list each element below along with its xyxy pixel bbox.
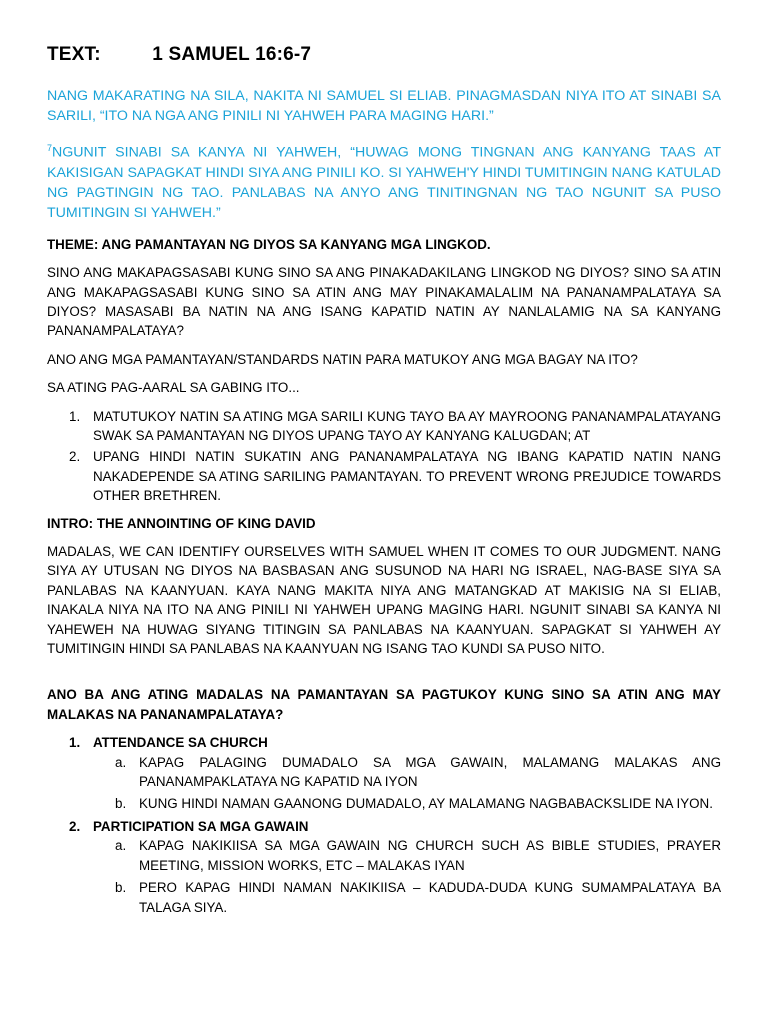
document-title xyxy=(47,44,721,66)
sub-list xyxy=(47,836,721,917)
scripture-reference: 1 SAMUEL 16:6-7 xyxy=(152,44,312,65)
objective-text: MATUTUKOY NATIN SA ATING MGA SARILI KUNG TAYO BA AY MAYROONG PANANAMPALATAYANG SWAK SA PAMANTAYAN NG DIYOS UPANG TAYO AY KANYANG KALUGDAN; AT xyxy=(93,408,721,443)
standard-number: 2. xyxy=(69,818,81,834)
standard-item xyxy=(47,817,721,836)
standards-question: ANO ANG MGA PAMANTAYAN/STANDARDS NATIN PARA MATUKOY ANG MGA BAGAY NA ITO? xyxy=(47,351,638,367)
sub-item xyxy=(93,836,721,875)
sub-text: KUNG HINDI NAMAN GAANONG DUMADALO, AY MALAMANG NAGBABACKSLIDE NA IYON. xyxy=(139,796,713,812)
objective-text: UPANG HINDI NATIN SUKATIN ANG PANANAMPALATAYA NG IBANG KAPATID NATIN NANG NAKADEPENDE SA ATING SARILING PAMANTAYAN. TO PREVENT WRONG PREJUDICE TOWARDS OTHER BRETHREN. xyxy=(93,449,721,504)
sub-item xyxy=(93,753,721,792)
sub-text: PERO KAPAG HINDI NAMAN NAKIKIISA – KADUDA-DUDA KUNG SUMAMPALATAYA BA TALAGA SIYA. xyxy=(139,880,721,915)
intro-body: MADALAS, WE CAN IDENTIFY OURSELVES WITH SAMUEL WHEN IT COMES TO OUR JUDGMENT. NANG SIYA AY UTUSAN NG DIYOS NA BASBASAN ANG SUSUNOD NA HARI NG ISRAEL, NAG-BASE SIYA SA PANLABAS NA KAANYUAN. KAYA NANG MAKITA NIYA ANG MATANGKAD AT MAKISIG NA SI ELIAB, INAKALA NIYA NA ITO NA ANG PINILI NI YAHWEH UPANG MAGING HARI. NGUNIT SINABI SA KANYA NI YAHEWEH NA HUWAG SIYANG TITINGIN SA PANLABAS NA KAANYUAN. SAPAGKAT SI YAHWEH AY TUMITINGIN HINDI SA PANLABAS NA KAANYUAN NG ISANG TAO KUNDI SA PUSO NITO. xyxy=(47,544,721,657)
title-label: TEXT: xyxy=(47,44,101,65)
intro-heading: INTRO: THE ANNOINTING OF KING DAVID xyxy=(47,515,316,531)
objective-number: 1. xyxy=(69,408,81,424)
standards-list xyxy=(47,817,721,836)
scripture-verse-7: NGUNIT SINABI SA KANYA NI YAHWEH, “HUWAG MONG TINGNAN ANG KANYANG TAAS AT KAKISIGAN SAPAGKAT HINDI SIYA ANG PINILI KO. SI YAHWEH'Y HINDI TUMITINGIN NANG KATULAD NG PAGTINGIN NG TAO. PANLABAS NA ANYO ANG TINITINGNAN NG TAO NGUNIT SA PUSO TUMITINGIN SI YAHWEH.” xyxy=(47,144,721,221)
question-paragraph: SINO ANG MAKAPAGSASABI KUNG SINO SA ANG PINAKADAKILANG LINGKOD NG DIYOS? SINO SA ATIN ANG MAKAPAGSASABI KUNG SINO SA ATIN ANG MAY PINAKAMALALIM NA PANANAMPALATAYA SA DIYOS? MASASABI BA NATIN NA ANG ISANG KAPATID NATIN AY NANLALAMIG NA SA KANYANG PANANAMPALATAYA? xyxy=(47,265,721,339)
verse-number: 7 xyxy=(47,143,53,153)
study-lead-in: SA ATING PAG-AARAL SA GABING ITO... xyxy=(47,380,300,396)
section-heading: ANO BA ANG ATING MADALAS NA PAMANTAYAN SA PAGTUKOY KUNG SINO SA ATIN ANG MAY MALAKAS NA PANANAMPALATAYA? xyxy=(47,687,721,722)
objective-item xyxy=(47,447,721,505)
sub-letter: b. xyxy=(115,880,127,896)
standards-list xyxy=(47,733,721,752)
theme-heading: THEME: ANG PAMANTAYAN NG DIYOS SA KANYANG MGA LINGKOD. xyxy=(47,236,491,252)
standard-number: 1. xyxy=(69,735,81,751)
sub-text: KAPAG NAKIKIISA SA MGA GAWAIN NG CHURCH SUCH AS BIBLE STUDIES, PRAYER MEETING, MISSION WORKS, ETC – MALAKAS IYAN xyxy=(139,838,721,873)
standard-title: PARTICIPATION SA MGA GAWAIN xyxy=(93,818,309,834)
sub-item xyxy=(93,878,721,917)
objective-item xyxy=(47,407,721,446)
sub-list xyxy=(47,753,721,814)
sub-text: KAPAG PALAGING DUMADALO SA MGA GAWAIN, MALAMANG MALAKAS ANG PANANAMPAKLATAYA NG KAPATID NA IYON xyxy=(139,754,721,790)
sub-letter: a. xyxy=(115,754,127,770)
sub-letter: a. xyxy=(115,838,127,854)
sub-letter: b. xyxy=(115,796,127,812)
standard-title: ATTENDANCE SA CHURCH xyxy=(93,735,268,751)
scripture-verse-6: NANG MAKARATING NA SILA, NAKITA NI SAMUEL SI ELIAB. PINAGMASDAN NIYA ITO AT SINABI SA SARILI, “ITO NA NGA ANG PINILI NI YAHWEH PARA MAGING HARI.” xyxy=(47,88,721,124)
document-page xyxy=(47,44,721,920)
sub-item xyxy=(93,794,721,813)
objectives-list xyxy=(47,407,721,506)
standard-item xyxy=(47,733,721,752)
objective-number: 2. xyxy=(69,449,81,465)
spacer xyxy=(47,667,721,685)
scripture-verse-7-block xyxy=(47,138,721,223)
